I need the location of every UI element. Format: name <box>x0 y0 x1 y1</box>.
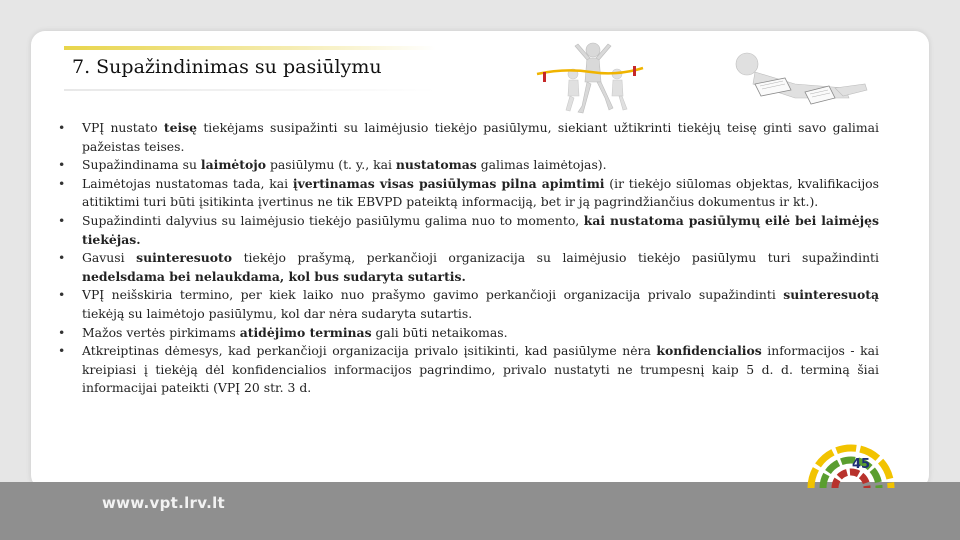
bullet-item <box>56 286 879 323</box>
bullet-text: Laimėtojas nustatomas tada, kai <box>82 175 293 191</box>
bullet-bold-text: nedelsdama bei nelaukdama, kol bus sudaryta sutartis. <box>82 268 466 284</box>
bullet-bold-text: konfidencialios <box>656 343 762 359</box>
bullet-bold-text: nustatomas <box>395 157 477 173</box>
bullet-text: Atkreiptinas dėmesys, kad perkančioji organizacija privalo įsitikinti, kad pasiūlyme nėra <box>82 343 657 359</box>
footer-url[interactable]: www.vpt.lrv.lt <box>102 494 225 512</box>
finish-line-runners-icon <box>535 38 645 123</box>
bullet-bold-text: laimėtojo <box>200 157 267 173</box>
title-accent-line <box>64 46 436 50</box>
bullet-text: (ir tiekėjo siūlomas objektas, kvalifikacijos atitiktimi turi būti įsitikinta įvertinus ne tik EBVPD pateiktą informaciją, bet ir ją pagrindžiančius dokumentus ir kt.). <box>82 175 879 210</box>
bullet-text: tiekėjo prašymą, perkančioji organizacija su laimėjusio tiekėjo pasiūlymu turi supažindinti <box>232 250 879 266</box>
bullet-item <box>56 156 879 175</box>
bullet-bold-text: suinteresuoto <box>136 250 233 266</box>
bullet-text: Gavusi <box>82 250 137 266</box>
bullet-text: Supažindinama su <box>82 157 201 173</box>
bullet-item <box>56 212 879 249</box>
bullet-item <box>56 342 879 398</box>
bullet-text: gali būti netaikomas. <box>371 324 508 340</box>
bullet-text: Supažindinti dalyvius su laimėjusio tiekėjo pasiūlymu galima nuo to momento, <box>82 212 584 228</box>
person-reading-icon <box>725 44 875 112</box>
slide-title: 7. Supažindinimas su pasiūlymu <box>72 56 382 78</box>
bullet-bold-text: teisę <box>163 120 198 135</box>
page-number: 45 <box>852 457 871 472</box>
bullet-text: VPĮ nustato <box>82 120 164 135</box>
bullet-text: VPĮ neišskiria termino, per kiek laiko nuo prašymo gavimo perkančioji organizacija privalo supažindinti <box>82 287 784 303</box>
bullet-text: tiekėją su laimėtojo pasiūlymu, kol dar nėra sudaryta sutartis. <box>82 305 473 321</box>
bullet-list <box>56 119 879 398</box>
bullet-bold-text: kai nustatoma pasiūlymų eilė bei laimėjęs tiekėjas. <box>82 212 879 247</box>
title-divider <box>64 89 436 91</box>
bullet-item <box>56 249 879 286</box>
bullet-bold-text: suinteresuotą <box>783 287 879 303</box>
bullet-bold-text: įvertinamas visas pasiūlymas pilna apimtimi <box>292 175 605 191</box>
bullet-item <box>56 324 879 343</box>
bullet-text: Mažos vertės pirkimams <box>82 324 240 340</box>
bullet-text: pasiūlymu (t. y., kai <box>266 157 396 173</box>
bullet-text: tiekėjams susipažinti su laimėjusio tiekėjo pasiūlymu, siekiant užtikrinti tiekėjų teisę ginti savo galimai pažeistas teises. <box>82 120 879 154</box>
tricolor-arc-logo-icon <box>803 426 899 490</box>
bullet-bold-text: atidėjimo terminas <box>239 324 372 340</box>
bullet-item <box>56 119 879 156</box>
bullet-item <box>56 175 879 212</box>
bullet-text: informacijos - kai kreipiasi į tiekėją dėl konfidencialios informacijos pagrindimo, privalo nustatyti ne trumpesnį kaip 5 d. d. terminą šiai informacijai pateikti (VPĮ 20 str. 3 d. <box>82 343 879 396</box>
bullet-text: galimas laimėtojas). <box>476 157 607 173</box>
